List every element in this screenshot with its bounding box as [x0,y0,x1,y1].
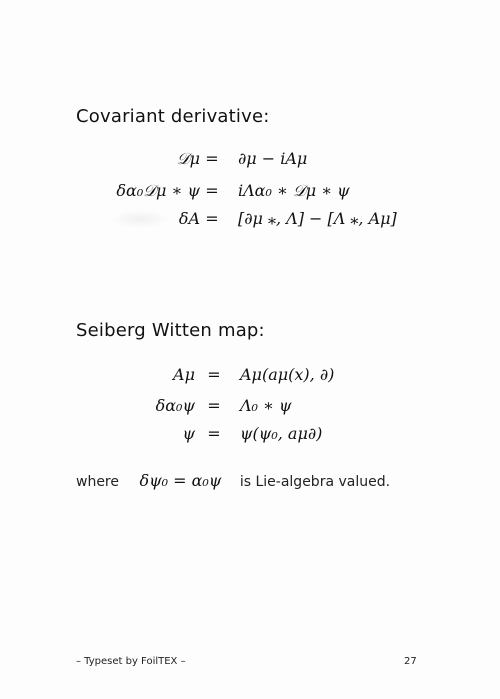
equation-rhs: ψ(ψ₀, aμ∂) [240,424,323,443]
equation-row [0,148,500,170]
equals-sign: = [205,209,219,228]
section-heading-seiberg-witten-map: Seiberg Witten map: [76,320,265,341]
equals-sign: = [207,396,221,415]
equation-lhs: 𝒟μ [176,149,200,168]
equation-lhs: δα₀ψ [155,396,195,415]
equation-rhs: iΛα₀ ∗ 𝒟μ ∗ ψ [238,181,350,200]
equals-sign: = [205,149,219,168]
equation-lhs: δα₀𝒟μ ∗ ψ [116,181,200,200]
equation-rhs: Aμ(aμ(x), ∂) [240,365,335,384]
equation-rhs: [∂μ ⁎, Λ] − [Λ ⁎, Aμ] [238,209,397,228]
equation-row [0,180,500,202]
where-prefix: where [76,474,119,490]
where-statement [76,470,390,492]
equation-row [0,208,500,230]
footer-typeset-note: – Typeset by FoilTEX – [76,656,186,667]
section-heading-covariant-derivative: Covariant derivative: [76,106,270,127]
equation-lhs: Aμ [173,365,195,384]
equation-lhs: δA [178,209,200,228]
equation-rhs: Λ₀ ∗ ψ [240,396,292,415]
equation-row [0,395,500,417]
equals-sign: = [207,424,221,443]
equals-sign: = [207,365,221,384]
where-suffix: is Lie-algebra valued. [239,474,391,490]
where-formula: δψ₀ = α₀ψ [139,471,222,490]
equation-lhs: ψ [182,424,195,443]
equals-sign: = [205,181,219,200]
equation-row [0,423,500,445]
page-number: 27 [404,656,417,667]
equation-rhs: ∂μ − iAμ [238,149,308,168]
equation-row [0,364,500,386]
